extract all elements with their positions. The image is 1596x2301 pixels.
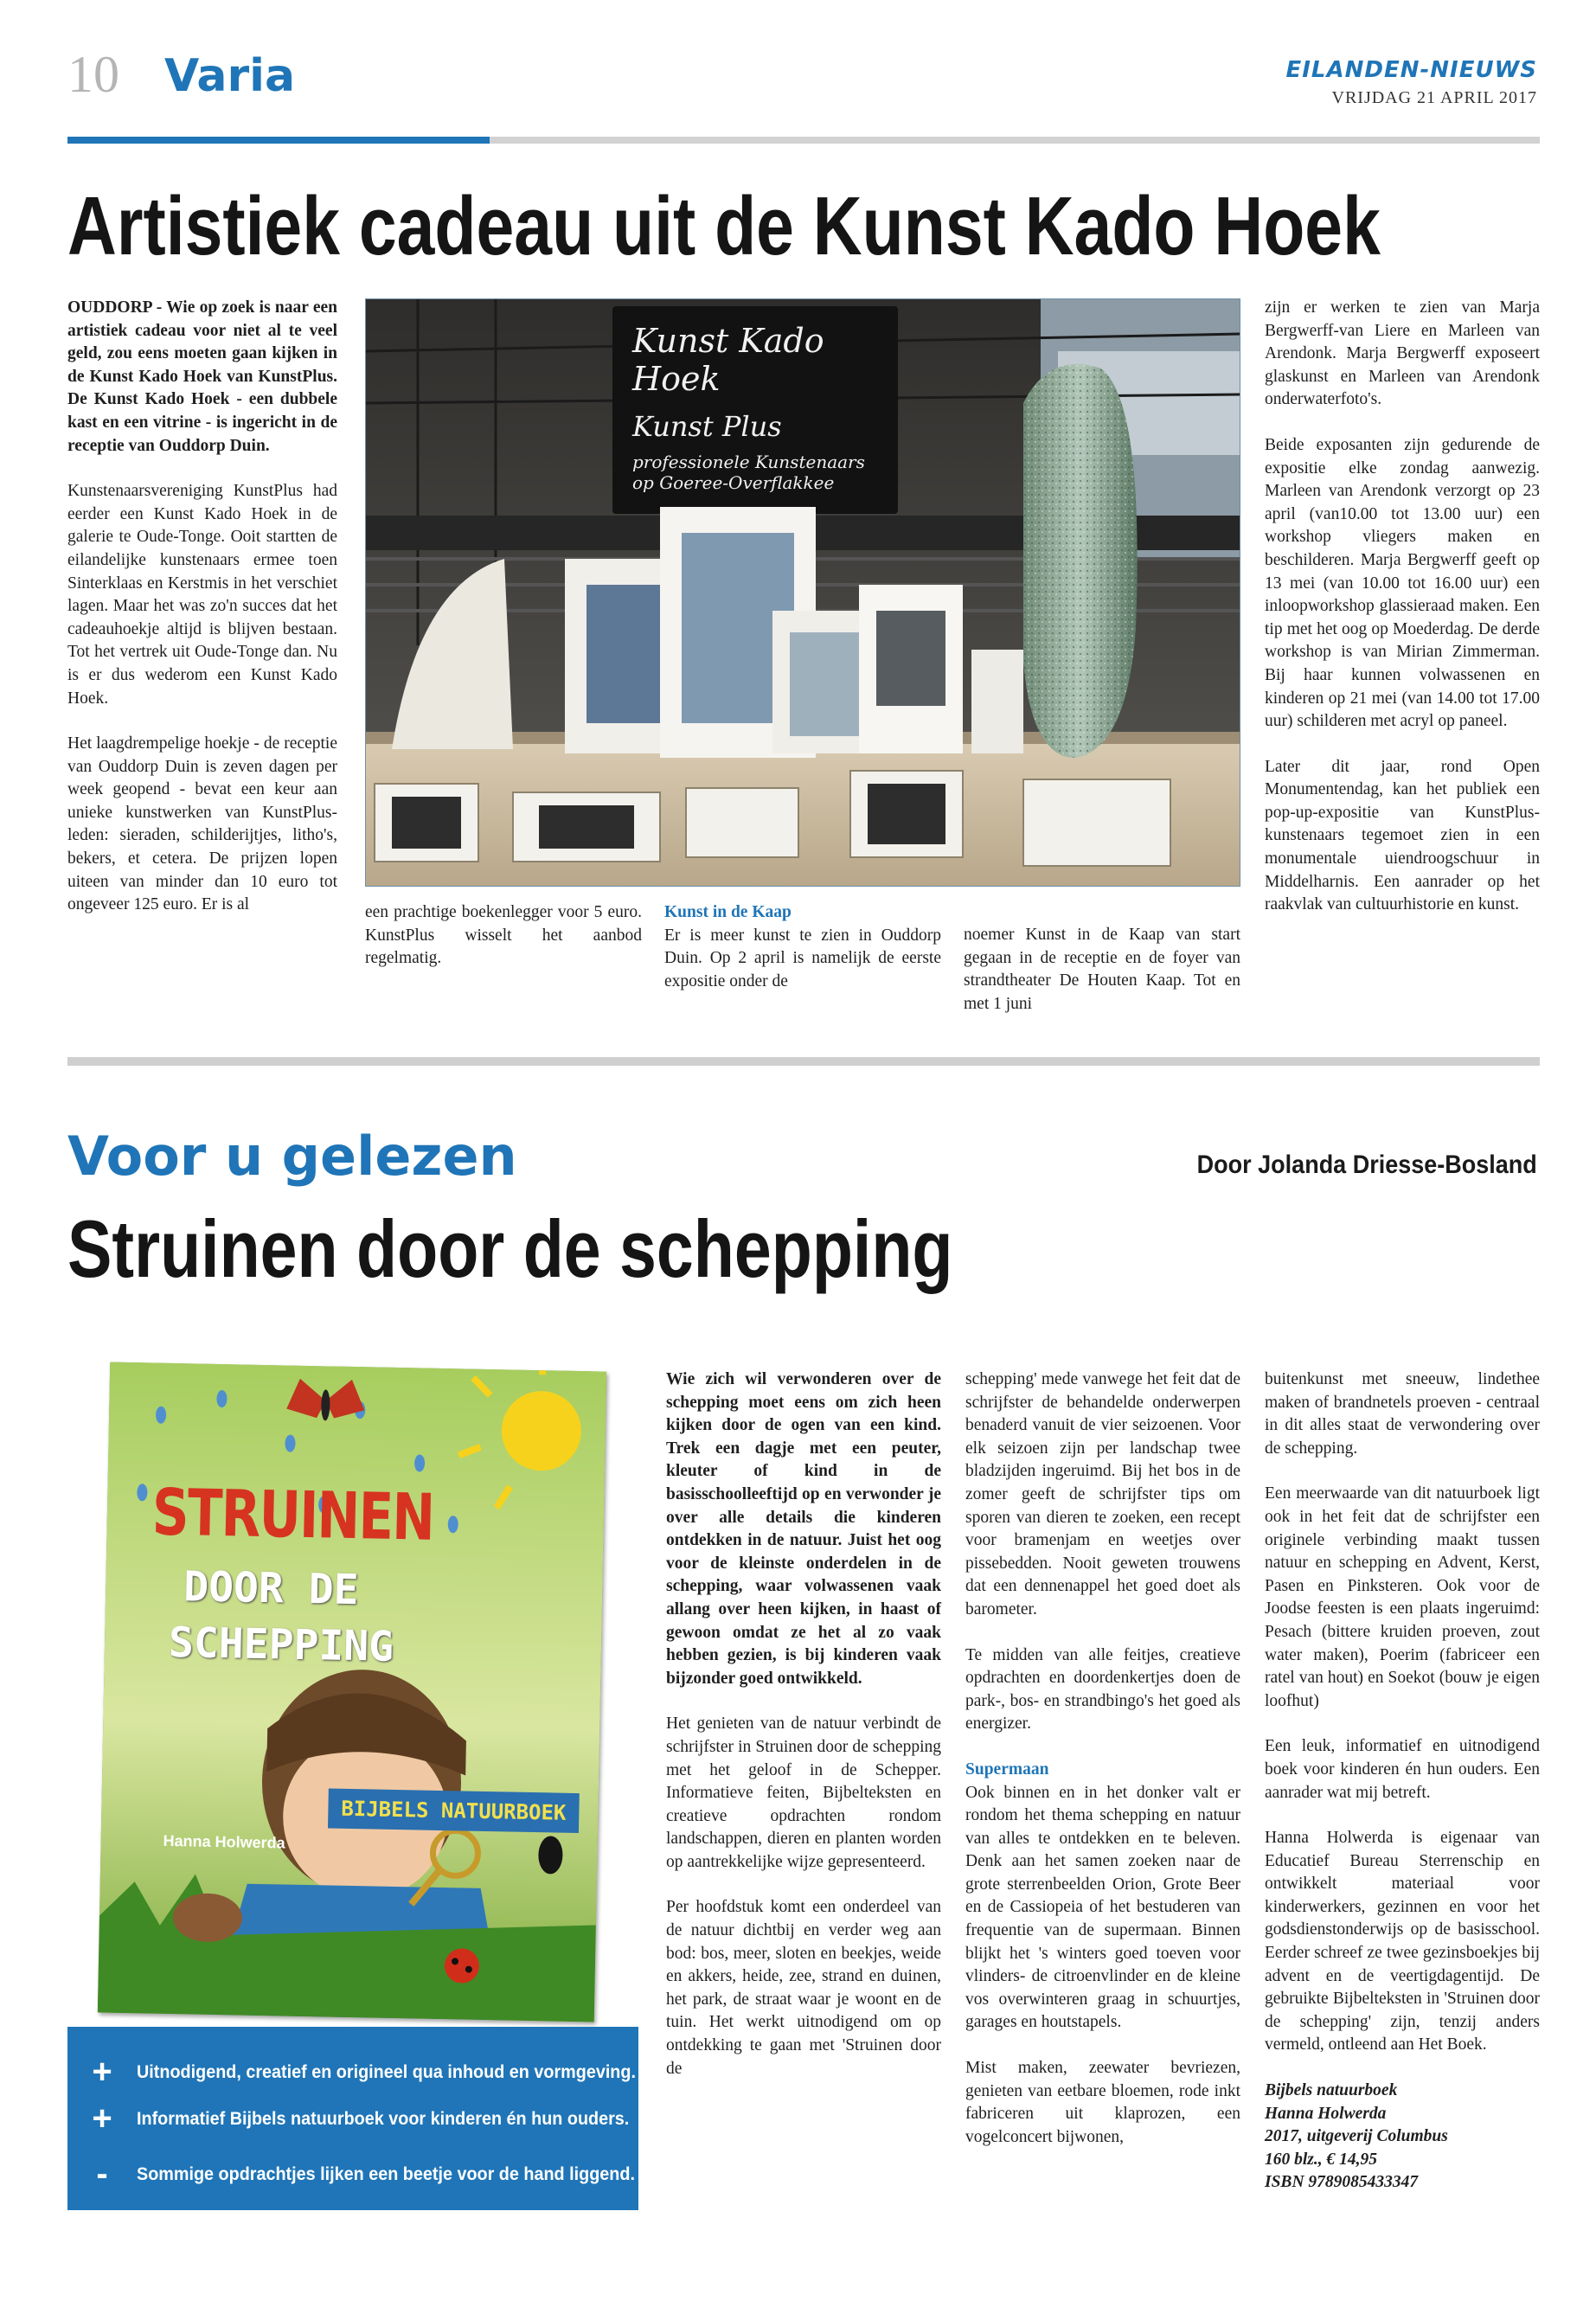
con-item <box>67 2157 678 2191</box>
article2-paragraph: Een leuk, informatief en uitnodigend boek voor kinderen én hun ouders. Een aanrader wat mij betreft. <box>1265 1737 1540 1802</box>
pro-text: Informatief Bijbels natuurboek voor kinderen én hun ouders. <box>137 2107 630 2129</box>
article1-paragraph: Later dit jaar, rond Open Monumentendag, kan het publiek een pop-up-expositie van KunstPlus-kunstenaars tegemoet zien in een monumentale uiendroogschuur in Middelharnis. Een aanrader op het raakvlak van cultuurhistorie en kunst. <box>1265 757 1540 914</box>
article1-paragraph: Het laagdrempelige hoekje - de receptie van Ouddorp Duin is zeven dagen per week geopend - bevat een keur aan unieke kunstwerken van KunstPlus-leden: sieraden, schilderijtjes, litho's, bekers, et cetera. De prijzen lopen uiteen van minder dan 10 euro tot ongeveer 125 euro. Er is al <box>67 734 337 914</box>
pros-cons-box <box>67 2027 638 2210</box>
page-number: 10 <box>67 46 119 103</box>
article1-photo <box>365 298 1240 887</box>
book-info-line: Bijbels natuurboek <box>1265 2081 1398 2100</box>
article2-paragraph: schepping' mede vanwege het feit dat de schrijfster de behandelde onderwerpen benaderd vanuit de vier seizoenen. Voor elk seizoen zijn per landschap twee bladzijden ingeruimd. Bij het bos in de zomer geeft de schrijfster tips om sporen van dieren te zoeken, een recept voor bramenjam en weetjes over pissebedden. Nooit geweten trouwens dat een dennenappel het goed doet als barometer. <box>965 1370 1240 1618</box>
section-separator <box>67 1057 1540 1066</box>
cover-author: Hanna Holwerda <box>163 1831 285 1852</box>
article1-column-3 <box>664 901 941 1016</box>
article2-paragraph: Een meerwaarde van dit natuurboek ligt ook in het feit dat de schrijfster een originele verbinding maakt tussen natuur en schepping en Advent, Kerst, Pasen en Pinksteren. Ook voor de Joodse feesten is een plaats ingeruimd: Pesach (bittere kruiden proeven, zout water maken), Poerim (fabriceer een ratel van hout) en Soekot (bouw je eigen loofhut) <box>1265 1484 1540 1710</box>
article1-column-1 <box>67 297 337 939</box>
article2-byline: Door Jolanda Driesse-Bosland <box>1196 1150 1537 1179</box>
photo-sign-line: Kunst Kado Hoek <box>632 322 824 398</box>
article2-headline: Struinen door de schepping <box>67 1203 953 1294</box>
article1-headline: Artistiek cadeau uit de Kunst Kado Hoek <box>67 180 1381 272</box>
article1-column-2 <box>365 901 642 993</box>
photo-sign-line: op Goeree-Overflakkee <box>632 472 835 493</box>
article2-paragraph: buitenkunst met sneeuw, lindethee maken of brandnetels proeven - centraal in dit alles staat de verwondering over de schepping. <box>1265 1370 1540 1458</box>
book-cover <box>98 1362 606 2022</box>
section-title: Varia <box>164 50 296 102</box>
pro-text: Uitnodigend, creatief en origineel qua inhoud en vormgeving. <box>137 2061 636 2082</box>
article2-paragraph: Ook binnen en in het donker valt er rondom het thema schepping en natuur van alles te ontdekken en te beleven. Denk aan het samen zoeken naar de grote sterrenbeelden Orion, Grote Beer en de Cassiopeia of het bestuderen van frequentie van de supermaan. Binnen blijkt het 's winters goed toeven voor vlinders- de citroenvlinder en de kleine vos overwinteren graag in schuurtjes, garages en houtstapels. <box>965 1783 1240 2032</box>
article1-column-4 <box>964 924 1240 1038</box>
pro-item <box>67 2054 679 2089</box>
article2-paragraph: Mist maken, zeewater bevriezen, genieten van eetbare bloemen, rode inkt fabriceren uit klaprozen, een vogelconcert bijwonen, <box>965 2059 1240 2146</box>
book-info <box>1265 2080 1540 2195</box>
article2-kicker: Voor u gelezen <box>67 1125 517 1188</box>
pro-item <box>67 2101 672 2136</box>
article1-paragraph: zijn er werken te zien van Marja Bergwerff-van Liere en Marleen van Arendonk. Marja Bergwerff exposeert glaskunst en Marleen van Arendonk onderwaterfoto's. <box>1265 298 1540 409</box>
article1-column-5 <box>1265 297 1540 939</box>
photo-sign-line: professionele Kunstenaars <box>632 452 865 472</box>
article1-paragraph: noemer Kunst in de Kaap van start gegaan in de receptie en de foyer van strandtheater De Houten Kaap. Tot en met 1 juni <box>964 926 1240 1013</box>
article2-paragraph: Te midden van alle feitjes, creatieve opdrachten en doordenkertjes doen de park-, bos- en strandbingo's het goed als energizer. <box>965 1645 1240 1734</box>
article2-lead: Wie zich wil verwonderen over de schepping moet eens om zich heen kijken door de ogen van een kind. Trek een dagje met een peuter, kleuter of kind in de basisschoolleeftijd op en verwonder je over alle details die kinderen ontdekken in de natuur. Juist het oog voor de kleinste onderdelen in de schepping, waar volwassenen vaak allang over heen kijken, in haast of gewoon omdat ze het al zo vaak hebben gezien, is bij kinderen vaak bijzonder goed ontwikkeld. <box>666 1370 941 1688</box>
cover-title-line: SCHEPPING <box>168 1618 394 1671</box>
cover-band: BIJBELS NATUURBOEK <box>328 1788 580 1833</box>
masthead-logo: EILANDEN-NIEUWS <box>1285 57 1537 83</box>
con-text: Sommige opdrachtjes lijken een beetje voor de hand liggend. <box>137 2163 635 2184</box>
book-info-line: 160 blz., € 14,95 <box>1265 2150 1378 2169</box>
plus-icon: + <box>92 2053 112 2091</box>
photo-sign-line: Kunst Plus <box>632 410 782 443</box>
article1-lead: OUDDORP - Wie op zoek is naar een artistiek cadeau voor niet al te veel geld, zou eens moeten gaan kijken in de Kunst Kado Hoek van KunstPlus. De Kunst Kado Hoek - een dubbele kast en een vitrine - is ingericht in de receptie van Ouddorp Duin. <box>67 298 337 455</box>
article2-subhead: Supermaan <box>965 1759 1049 1779</box>
book-info-line: 2017, uitgeverij Columbus <box>1265 2127 1448 2146</box>
article1-paragraph: Kunstenaarsvereniging KunstPlus had eerder een Kunst Kado Hoek in de galerie te Oude-Tonge. Ooit startten de eilandelijke kunstenaars ermee toen Sinterklaas en Kerstmis in het verschiet lagen. Maar het was zo'n succes dat het cadeauhoekje altijd is blijven bestaan. Tot het vertrek uit Oude-Tonge dan. Nu is er dus wederom een Kunst Kado Hoek. <box>67 482 337 708</box>
article2-column-4 <box>1265 1368 1540 2217</box>
book-info-line: Hanna Holwerda <box>1265 2104 1387 2123</box>
article1-subhead: Kunst in de Kaap <box>664 903 792 921</box>
header-rule-accent <box>67 137 490 144</box>
article1-paragraph: Er is meer kunst te zien in Ouddorp Duin. Op 2 april is namelijk de eerste expositie onder de <box>664 926 941 990</box>
plus-icon: + <box>92 2099 112 2138</box>
article1-paragraph: Beide exposanten zijn gedurende de expositie elke zondag aanwezig. Marleen van Arendonk verzorgt op 23 april (van10.00 tot 13.00 uur) een workshop vliegers maken en beschilderen. Marja Bergwerff geeft op 13 mei (van 10.00 tot 16.00 uur) een inloopworkshop glassieraad maken. Een tip met het oog op Moederdag. De derde workshop is van Mirian Zimmerman. Bij haar kunnen volwassenen en kinderen op 21 mei (van 14.00 tot 17.00 uur) schilderen met acryl op paneel. <box>1265 435 1540 731</box>
minus-icon: - <box>96 2155 108 2193</box>
article2-paragraph: Per hoofdstuk komt een onderdeel van de natuur dichtbij en verder weg aan bod: bos, meer, sloten en beekjes, weide en akkers, heide, zee, strand en duinen, het park, de straat waar je woont en de tuin. Het werkt uitnodigend om op ontdekking te gaan met 'Struinen door de <box>666 1898 941 2078</box>
issue-date: VRIJDAG 21 APRIL 2017 <box>1331 88 1537 107</box>
photo-sign <box>632 322 892 493</box>
cover-title-line: DOOR DE <box>183 1562 360 1615</box>
article1-paragraph: een prachtige boekenlegger voor 5 euro. KunstPlus wisselt het aanbod regelmatig. <box>365 903 642 968</box>
cover-title-main: STRUINEN <box>151 1475 435 1555</box>
book-info-line: ISBN 9789085433347 <box>1265 2173 1419 2192</box>
book-cover-illustration <box>98 1362 606 2022</box>
article2-paragraph: Het genieten van de natuur verbindt de schrijfster in Struinen door de schepping met het geloof in de Schepper. Informatieve feiten, Bijbelteksten en creatieve opdrachten rondom landschappen, dieren en planten worden op aantrekkelijke wijze gepresenteerd. <box>666 1715 941 1871</box>
article2-column-2 <box>666 1368 941 2103</box>
article2-paragraph: Hanna Holwerda is eigenaar van Educatief Bureau Sterrenschip en ontwikkelt materiaal voor kinderwerkers, gezinnen en voor het godsdienstonderwijs op de basisschool. Eerder schreef ze twee gezinsboekjes bij advent en de veertigdagentijd. De gebruikte Bijbelteksten in 'Struinen door de schepping' zijn, tenzij anders vermeld, ontleend aan Het Boek. <box>1265 1829 1540 2054</box>
article2-column-3 <box>965 1368 1240 2171</box>
